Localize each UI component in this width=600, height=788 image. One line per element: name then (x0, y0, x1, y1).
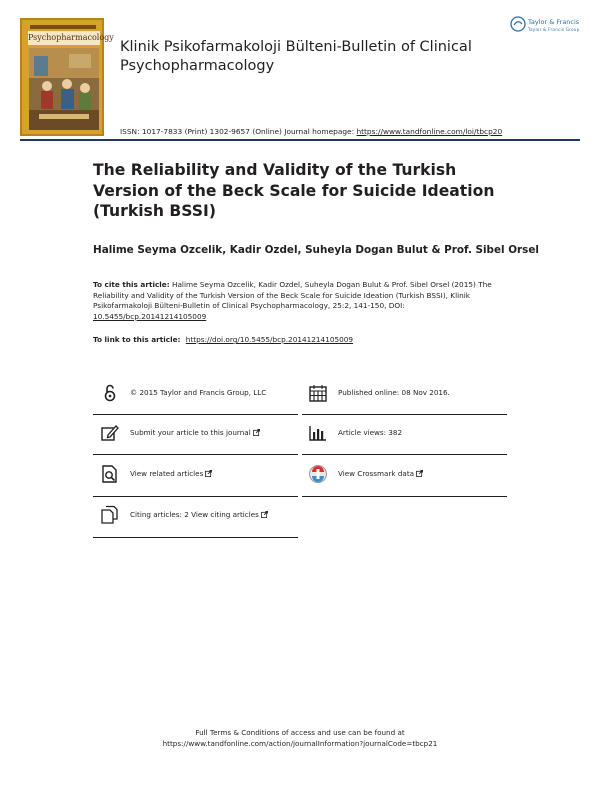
crossmark-label-wrap (338, 469, 423, 478)
related-articles-label-wrap (130, 469, 212, 478)
crossmark-row[interactable] (308, 464, 513, 488)
published-row (308, 383, 513, 407)
external-link-icon (205, 470, 212, 477)
submit-article-label[interactable]: Submit your article to this journal (130, 428, 251, 437)
article-views-text: Article views: 382 (338, 428, 403, 437)
submit-article-row[interactable] (100, 423, 305, 447)
edit-icon (100, 423, 120, 443)
related-articles-icon (100, 464, 120, 484)
article-link-label: To link to this article: (93, 335, 181, 344)
header-divider (20, 139, 580, 141)
cover-artwork (29, 48, 99, 130)
divider (302, 496, 507, 497)
external-link-icon (416, 470, 423, 477)
divider (93, 496, 298, 497)
cover-band (30, 25, 96, 29)
publisher-logo-subtext: Taylor & Francis Group (528, 27, 580, 32)
divider (302, 414, 507, 415)
publisher-logo[interactable] (510, 16, 590, 40)
article-authors: Halime Seyma Ozcelik, Kadir Ozdel, Suheyla Dogan Bulut & Prof. Sibel Orsel (93, 244, 539, 256)
journal-cover (20, 18, 114, 136)
journal-homepage-link[interactable]: https://www.tandfonline.com/loi/tbcp20 (356, 127, 503, 136)
article-title: The Reliability and Validity of the Turkish Version of the Beck Scale for Suicide Ideation (Turkish BSSI) (93, 161, 495, 220)
calendar-icon (308, 383, 328, 403)
related-articles-row[interactable] (100, 464, 305, 488)
crossmark-label[interactable]: View Crossmark data (338, 469, 415, 478)
citation-doi-link[interactable]: 10.5455/bcp.20141214105009 (93, 311, 207, 321)
issn-text: ISSN: 1017-7833 (Print) 1302-9657 (Online) Journal homepage: (120, 127, 355, 136)
article-link-line (93, 335, 353, 344)
citing-articles-label-wrap (130, 510, 268, 519)
related-articles-label[interactable]: View related articles (130, 469, 204, 478)
publisher-logo-text: Taylor & Francis (528, 18, 580, 26)
open-access-icon (100, 383, 120, 403)
publisher-logo-icon (510, 16, 526, 32)
article-doi-link[interactable]: https://doi.org/10.5455/bcp.20141214105009 (185, 335, 354, 344)
issn-line (120, 127, 502, 136)
citation-block (93, 280, 507, 322)
divider (93, 414, 298, 415)
citation-label: To cite this article: (93, 280, 170, 289)
citation-text: Halime Seyma Ozcelik, Kadir Ozdel, Suheyla Dogan Bulut & Prof. Sibel Orsel (2015) The Reliability and Validity of the Turkish Version of the Beck Scale for Suicide Ideation (Turkish BSSI), Klinik Psikofarmakoloji Bülteni-Bulletin of Clinical Psychopharmacology, 25:2, 141-150, DOI: (93, 280, 492, 311)
article-views-row (308, 423, 513, 447)
divider (93, 537, 298, 538)
citing-articles-icon (100, 505, 120, 525)
copyright-row (100, 383, 305, 407)
journal-name: Klinik Psikofarmakoloji Bülteni-Bulletin of Clinical Psychopharmacology (120, 39, 472, 74)
citing-articles-label[interactable]: Citing articles: 2 View citing articles (130, 510, 259, 519)
divider (93, 454, 298, 455)
published-date: Published online: 08 Nov 2016. (338, 388, 450, 397)
citing-articles-row[interactable] (100, 505, 305, 529)
bar-chart-icon (308, 423, 328, 443)
footer (0, 727, 600, 749)
divider (302, 454, 507, 455)
footer-terms-link[interactable]: https://www.tandfonline.com/action/journalInformation?journalCode=tbcp21 (162, 739, 438, 748)
footer-terms-text: Full Terms & Conditions of access and use can be found at (195, 728, 405, 737)
copyright-text: © 2015 Taylor and Francis Group, LLC (130, 388, 267, 397)
submit-article-label-wrap (130, 428, 260, 437)
crossmark-icon (308, 464, 328, 484)
cover-title: Psychopharmacology (28, 31, 100, 45)
external-link-icon (261, 511, 268, 518)
external-link-icon (253, 429, 260, 436)
